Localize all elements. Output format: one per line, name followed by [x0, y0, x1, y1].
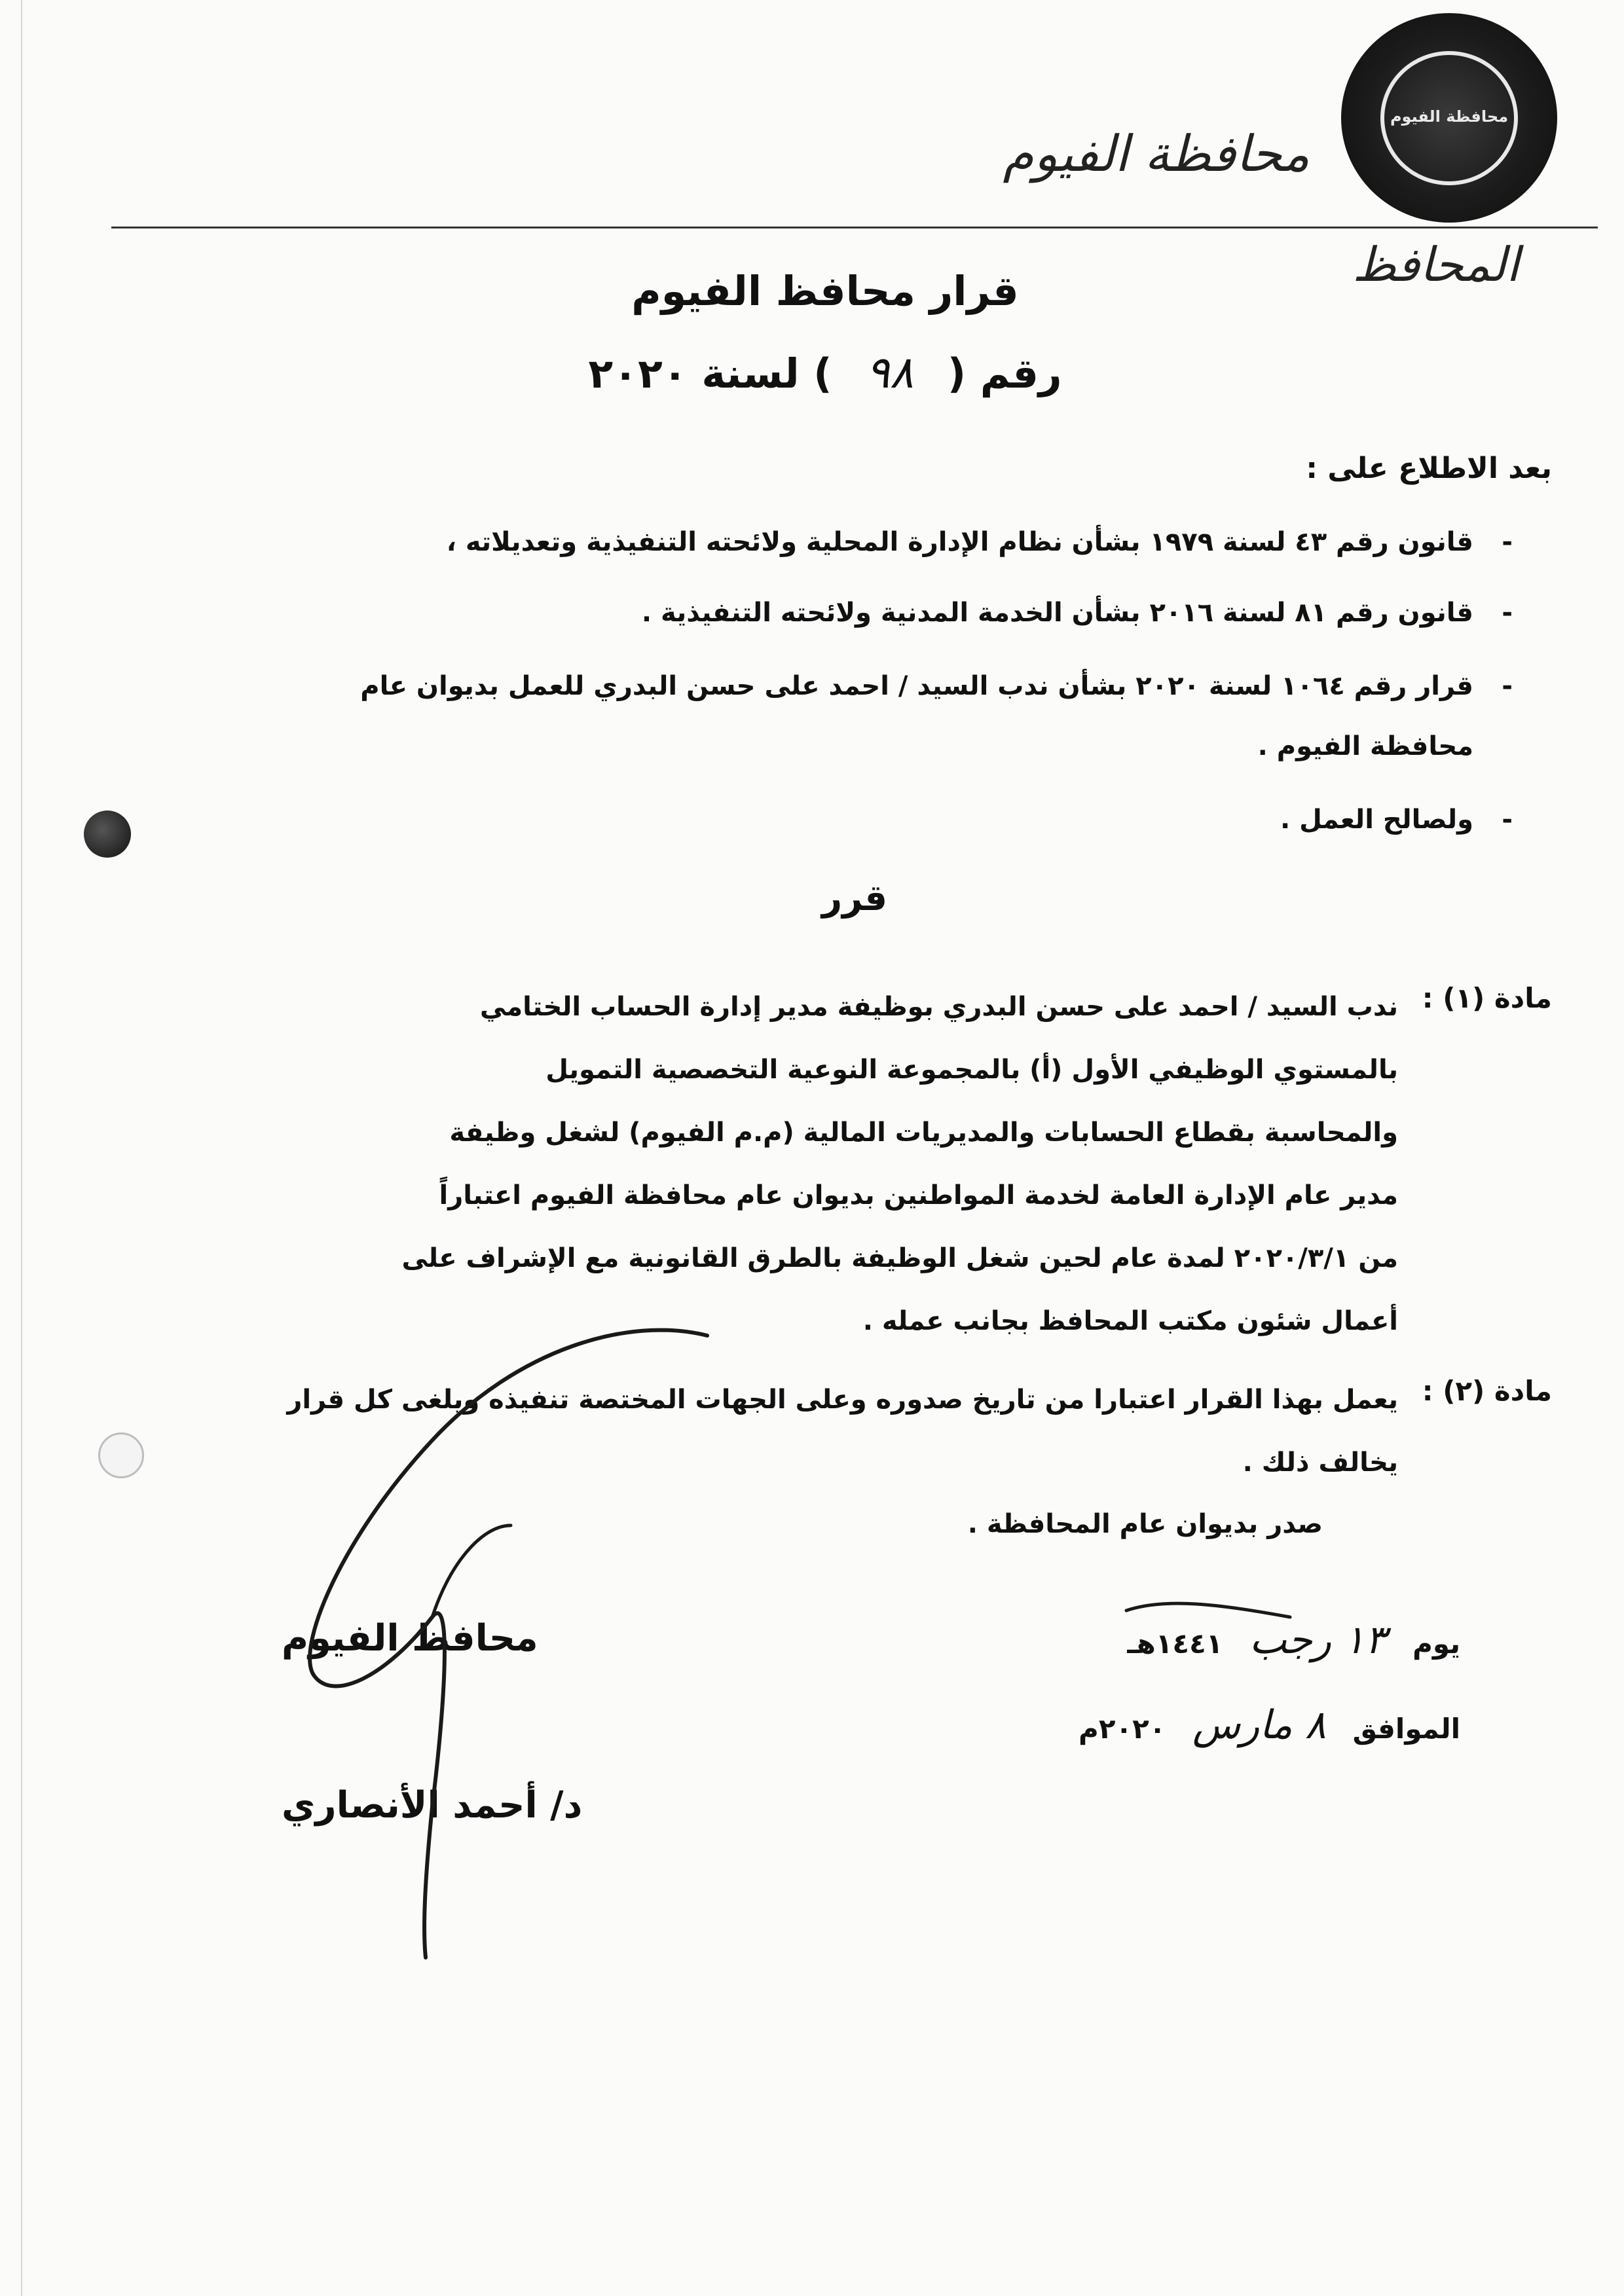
- preamble-item: [138, 581, 1513, 644]
- signatory-name: د/ أحمد الأنصاري: [282, 1784, 583, 1827]
- decree-title: قرار محافظ الفيوم: [631, 267, 1019, 315]
- article-line: أعمال شئون مكتب المحافظ بجانب عمله .: [862, 1306, 1398, 1336]
- hijri-year: ١٤٤١هـ: [1127, 1628, 1223, 1660]
- decree-number-suffix: ) لسنة ٢٠٢٠: [588, 350, 832, 397]
- punch-hole-top: [84, 811, 131, 858]
- article-line: ندب السيد / احمد على حسن البدري بوظيفة مدير إدارة الحساب الختامي: [479, 992, 1398, 1022]
- seal-text: محافظة الفيوم: [1390, 107, 1509, 126]
- governorate-name: محافظة الفيوم: [1003, 124, 1310, 183]
- preamble-item: [138, 655, 1513, 718]
- decree-number-prefix: رقم (: [947, 350, 1062, 397]
- article-line: من ٢٠٢٠/٣/١ لمدة عام لحين شغل الوظيفة بالطرق القانونية مع الإشراف على: [401, 1243, 1398, 1273]
- decree-number-line: [0, 347, 1624, 399]
- preamble-item-text: قانون رقم ٨١ لسنة ٢٠١٦ بشأن الخدمة المدنية ولائحته التنفيذية .: [641, 598, 1473, 628]
- preamble-item: [138, 511, 1513, 574]
- article-1-body: [147, 975, 1398, 1353]
- article-2-label: مادة (٢) :: [1422, 1375, 1552, 1407]
- bullet-dash: -: [1502, 805, 1513, 835]
- page-left-edge: [21, 0, 22, 2296]
- article-line: يعمل بهذا القرار اعتبارا من تاريخ صدوره وعلى الجهات المختصة تنفيذه ويلغى كل قرار: [287, 1385, 1398, 1415]
- bullet-dash: -: [1502, 527, 1513, 557]
- gregorian-year: ٢٠٢٠م: [1079, 1713, 1166, 1745]
- preamble-item-continuation: محافظة الفيوم .: [1257, 731, 1473, 761]
- gregorian-date-row: [871, 1702, 1460, 1748]
- preamble-item-text: قانون رقم ٤٣ لسنة ١٩٧٩ بشأن نظام الإدارة المحلية ولائحته التنفيذية وتعديلاته ،: [446, 527, 1473, 557]
- hijri-date-handwritten: ١٣ رجب: [1249, 1617, 1386, 1663]
- day-label: يوم: [1412, 1628, 1460, 1660]
- article-line: بالمستوي الوظيفي الأول (أ) بالمجموعة النوعية التخصصية التمويل: [545, 1055, 1398, 1085]
- date-handwriting-marks: [1113, 1591, 1310, 1669]
- preamble-title: بعد الاطلاع على :: [1306, 452, 1552, 485]
- article-line: مدير عام الإدارة العامة لخدمة المواطنين بديوان عام محافظة الفيوم اعتباراً: [439, 1180, 1398, 1211]
- signatory-title: محافظ الفيوم: [282, 1617, 538, 1660]
- governorate-seal-logo: [1341, 13, 1557, 223]
- decided-heading: قرر: [821, 877, 888, 919]
- bullet-dash: -: [1502, 671, 1513, 701]
- header-divider: [111, 227, 1598, 228]
- issued-at: صدر بديوان عام المحافظة .: [967, 1509, 1323, 1539]
- seal-ring: [1380, 51, 1518, 185]
- handwritten-signature: [236, 1309, 825, 1977]
- corresponding-label: الموافق: [1352, 1713, 1460, 1745]
- gregorian-date-handwritten: ٨ مارس: [1192, 1702, 1326, 1748]
- preamble-item: [138, 788, 1513, 851]
- article-line: يخالف ذلك .: [1242, 1448, 1398, 1478]
- article-line: والمحاسبة بقطاع الحسابات والمديريات المالية (م.م الفيوم) لشغل وظيفة: [449, 1118, 1398, 1148]
- preamble-item-text: قرار رقم ١٠٦٤ لسنة ٢٠٢٠ بشأن ندب السيد / احمد على حسن البدري للعمل بديوان عام: [360, 671, 1473, 701]
- bullet-dash: -: [1502, 598, 1513, 628]
- office-title: المحافظ: [1352, 237, 1519, 292]
- decree-number: ٩٨: [866, 347, 914, 399]
- article-1-label: مادة (١) :: [1422, 982, 1552, 1014]
- preamble-item-text: ولصالح العمل .: [1280, 805, 1473, 835]
